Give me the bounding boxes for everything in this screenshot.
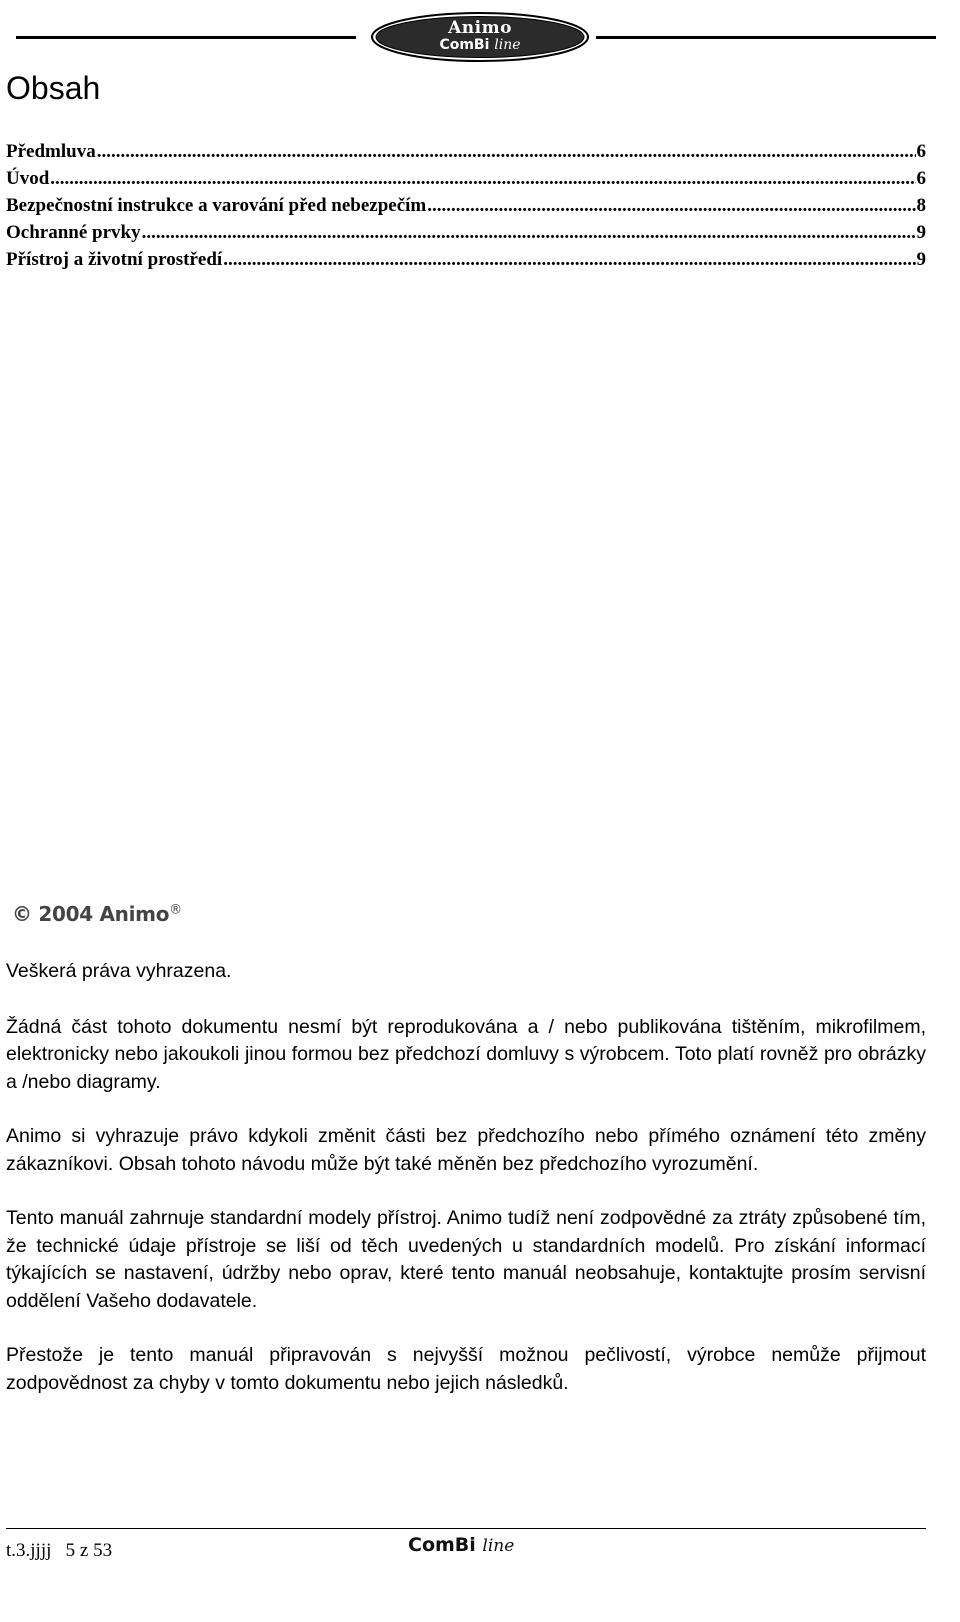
toc-item-label: Úvod bbox=[6, 168, 50, 189]
paragraph-standard-models: Tento manuál zahrnuje standardní modely přístroj. Animo tudíž není zodpovědné za ztráty způsobené tím, že technické údaje přístroje se liší od těch uvedených u standardních modelů. Pro získání informací týkajících se nastavení, údržby nebo oprav, které tento manuál neobsahuje, kontaktujte prosím servisní oddělení Vašeho dodavatele. bbox=[6, 1207, 926, 1312]
header-rule-left bbox=[16, 36, 356, 39]
toc-item-label: Předmluva bbox=[6, 141, 96, 162]
toc-item-page: 6 bbox=[916, 168, 926, 189]
logo-line2-suffix: line bbox=[494, 37, 521, 53]
toc-item-page: 6 bbox=[916, 141, 926, 162]
toc-item[interactable] bbox=[6, 219, 926, 246]
copyright-notice bbox=[12, 902, 182, 926]
footer-logo-suffix: line bbox=[482, 1536, 515, 1556]
toc-item-page: 8 bbox=[916, 195, 926, 216]
paragraph-reproduction: Žádná část tohoto dokumentu nesmí být reprodukována a / nebo publikována tištěním, mikrofilmem, elektronicky nebo jakoukoli jinou formou bez předchozí domluvy s výrobcem. Toto platí rovněž pro obrázky a /nebo diagramy. bbox=[6, 1015, 926, 1093]
legal-notice bbox=[6, 958, 926, 1397]
toc-item[interactable] bbox=[6, 138, 926, 165]
page-header bbox=[16, 8, 936, 68]
toc-leader bbox=[142, 219, 916, 246]
logo-line2 bbox=[368, 37, 592, 53]
footer-rule bbox=[6, 1528, 926, 1529]
page-number: t.3.jjjj 5 z 53 bbox=[6, 1540, 113, 1561]
toc-item-label: Přístroj a životní prostředí bbox=[6, 249, 223, 270]
toc-leader bbox=[97, 138, 916, 165]
toc-leader bbox=[427, 192, 915, 219]
paragraph-liability: Přestože je tento manuál připravován s nejvyšší možnou pečlivostí, výrobce nemůže přijmout zodpovědnost za chyby v tomto dokumentu nebo jejich následků. bbox=[6, 1344, 926, 1394]
registered-mark: ® bbox=[169, 902, 182, 918]
combi-line-logo bbox=[408, 1534, 514, 1556]
toc-leader bbox=[50, 165, 915, 192]
logo-line1: Animo bbox=[448, 18, 512, 38]
paragraph-changes: Animo si vyhrazuje právo kdykoli změnit části bez předchozího nebo přímého oznámení této změny zákazníkovi. Obsah tohoto návodu může být také měněn bez předchozího vyrozumění. bbox=[6, 1125, 926, 1175]
table-of-contents bbox=[6, 138, 926, 273]
toc-item-page: 9 bbox=[916, 249, 926, 270]
logo-line2-prefix: ComBi bbox=[439, 37, 490, 53]
page-footer bbox=[0, 1524, 960, 1622]
rights-reserved-text: Veškerá práva vyhrazena. bbox=[6, 960, 232, 982]
copyright-text: © 2004 Animo bbox=[12, 902, 170, 926]
toc-item-page: 9 bbox=[916, 222, 926, 243]
page-title: Obsah bbox=[6, 70, 101, 106]
toc-item[interactable] bbox=[6, 192, 926, 219]
animo-combi-logo bbox=[368, 10, 592, 64]
toc-item-label: Ochranné prvky bbox=[6, 222, 141, 243]
toc-item-label: Bezpečnostní instrukce a varování před nebezpečím bbox=[6, 195, 427, 216]
header-rule-right bbox=[596, 36, 936, 39]
footer-logo-prefix: ComBi bbox=[408, 1534, 476, 1556]
toc-leader bbox=[223, 246, 915, 273]
toc-item[interactable] bbox=[6, 246, 926, 273]
toc-item[interactable] bbox=[6, 165, 926, 192]
